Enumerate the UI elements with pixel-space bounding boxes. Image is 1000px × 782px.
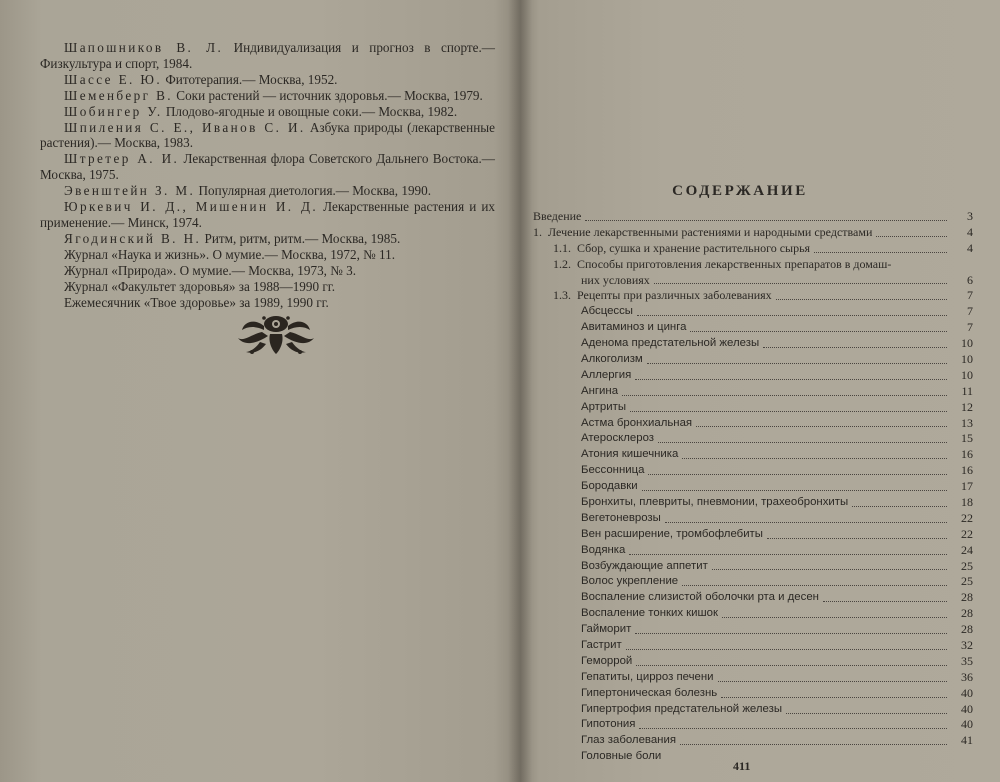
toc-entry	[533, 209, 973, 225]
bibliography-text: Фитотерапия.— Москва, 1952.	[162, 71, 338, 87]
toc-entry-page: 3	[967, 208, 973, 223]
toc-entry-label: Авитаминоз и цинга	[581, 321, 687, 334]
bibliography-author: Ягодинский В. Н.	[64, 230, 202, 246]
toc-entry-page: 13	[961, 415, 973, 430]
toc-entry-label: Атеросклероз	[581, 432, 654, 445]
toc-entry-page: 6	[967, 272, 973, 287]
toc-entry-label: Абсцессы	[581, 305, 633, 318]
toc-leader-dots	[721, 696, 947, 698]
toc-entry	[533, 590, 973, 606]
bibliography-entry	[40, 199, 495, 231]
book-gutter	[508, 0, 532, 782]
toc-entry-page: 11	[961, 383, 973, 398]
toc-leader-dots	[637, 314, 947, 316]
bibliography-entry	[40, 279, 495, 295]
toc-entry-label: Бородавки	[581, 480, 638, 493]
bibliography-text: Азбука природы (лекарственные растения).— Москва, 1983.	[40, 119, 495, 151]
toc-leader-dots	[696, 425, 947, 427]
toc-entry	[533, 368, 973, 384]
toc-leader-dots	[776, 298, 947, 300]
toc-entry	[533, 447, 973, 463]
toc-leader-dots	[622, 394, 947, 396]
toc-entry-page: 32	[961, 638, 973, 653]
toc-entry-label: Способы приготовления лекарственных препаратов в домаш-	[577, 256, 892, 271]
toc-leader-dots	[823, 600, 947, 602]
toc-entry	[533, 638, 973, 654]
toc-leader-dots	[654, 282, 947, 284]
toc-entry-label: Бессонница	[581, 464, 645, 477]
toc-entry-label: Головные боли	[581, 750, 662, 763]
toc-entry-label: Астма бронхиальная	[581, 416, 693, 429]
toc-entry-label: Волос укрепление	[581, 575, 679, 588]
toc-entry-number: 1.	[533, 224, 542, 239]
toc-entry-number: 1.2.	[553, 256, 571, 271]
toc-entry-number: 1.1.	[553, 240, 571, 255]
bibliography-entry	[40, 72, 495, 88]
toc-entry-label: Возбуждающие аппетит	[581, 559, 708, 572]
toc-entry-label: Геморрой	[581, 654, 633, 667]
toc-leader-dots	[629, 553, 947, 555]
toc-entry-label: Воспаление тонких кишок	[581, 607, 718, 620]
toc-leader-dots	[680, 743, 947, 745]
toc-entry-page: 25	[961, 574, 973, 589]
toc-entry	[533, 686, 973, 702]
bibliography-text: Лекарственные растения и их применение.— Минск, 1974.	[40, 199, 495, 230]
bibliography-entry	[40, 151, 495, 183]
bibliography-text: Лекарственная флора Советского Дальнего Востока.— Москва, 1975.	[40, 151, 495, 183]
toc-leader-dots	[876, 235, 947, 237]
toc-leader-dots	[763, 346, 947, 348]
toc-entry-label: Сбор, сушка и хранение растительного сырья	[577, 240, 811, 255]
toc-entry-page: 28	[961, 622, 973, 637]
bibliography-text: Плодово-ягодные и овощные соки.— Москва, 1982.	[162, 103, 458, 119]
toc-entry	[533, 352, 973, 368]
floral-ornament-icon	[234, 312, 318, 356]
toc-entry-label: Водянка	[581, 543, 626, 556]
toc-entry	[533, 288, 973, 304]
toc-entry-page: 41	[961, 733, 973, 748]
toc-leader-dots	[635, 378, 947, 380]
toc-title: СОДЕРЖАНИЕ	[672, 183, 808, 199]
toc-entry	[533, 543, 973, 559]
toc-entry	[533, 606, 973, 622]
toc-entry	[533, 702, 973, 718]
toc-entry-page: 40	[961, 717, 973, 732]
bibliography-entry	[40, 263, 495, 279]
toc-leader-dots	[630, 410, 947, 412]
toc-leader-dots	[767, 537, 947, 539]
toc-leader-dots	[690, 330, 947, 332]
bibliography-entry	[40, 231, 495, 247]
toc-entry-page: 22	[961, 510, 973, 525]
bibliography-author: Шобингер У.	[64, 103, 163, 119]
toc-leader-dots	[852, 505, 947, 507]
toc-entry-label: Вен расширение, тромбофлебиты	[581, 527, 763, 540]
bibliography-author: Шпиления С. Е., Иванов С. И.	[64, 119, 306, 135]
toc-entry-label: Атония кишечника	[581, 448, 679, 461]
toc-entry-page: 35	[961, 653, 973, 668]
bibliography-author: Эвенштейн З. М.	[64, 183, 196, 199]
toc-leader-dots	[712, 568, 947, 570]
toc-entry-page: 7	[967, 288, 973, 303]
toc-entry-label: Гастрит	[581, 639, 622, 652]
toc-entry-page: 15	[961, 431, 973, 446]
toc-entry	[533, 622, 973, 638]
toc-entry-page: 10	[961, 352, 973, 366]
toc-entry-label: Гайморит	[581, 623, 632, 636]
toc-entry-label: Гепатиты, цирроз печени	[581, 670, 714, 683]
toc-leader-dots	[718, 680, 947, 682]
toc-entry-label: Введение	[533, 208, 582, 223]
toc-entry	[533, 273, 973, 289]
bibliography-entry	[40, 120, 495, 152]
bibliography-text: Ритм, ритм, ритм.— Москва, 1985.	[201, 230, 401, 246]
toc-entry-label: Глаз заболевания	[581, 734, 676, 747]
toc-entry-page: 16	[961, 447, 973, 462]
toc-entry-page: 16	[961, 463, 973, 478]
bibliography	[40, 40, 495, 310]
toc-entry-label: Артриты	[581, 400, 627, 413]
toc-leader-dots	[682, 457, 947, 459]
toc-entry	[533, 463, 973, 479]
bibliography-text: Соки растений — источник здоровья.— Москва, 1979.	[173, 87, 483, 103]
bibliography-author: Юркевич И. Д., Мишенин И. Д.	[64, 199, 319, 215]
toc-entry-page: 10	[961, 336, 973, 351]
toc-entry-page: 40	[961, 701, 973, 716]
toc-entry	[533, 527, 973, 543]
bibliography-author: Шапошников В. Л.	[64, 40, 224, 55]
toc-entry	[533, 749, 973, 765]
toc-entry	[533, 670, 973, 686]
toc-entry-label: Гипертоническая болезнь	[581, 686, 718, 699]
toc-entry-label: Аденома предстательной железы	[581, 337, 760, 350]
bibliography-author: Штретер А. И.	[64, 151, 180, 167]
toc-entry	[533, 336, 973, 352]
toc-entry-label: Ангина	[581, 384, 619, 397]
toc-entry-label: Алкоголизм	[581, 353, 643, 365]
toc-leader-dots	[626, 648, 947, 650]
bibliography-text: Журнал «Наука и жизнь». О мумие.— Москва, 1972, № 11.	[64, 246, 396, 262]
toc-entry-page: 4	[967, 224, 973, 239]
toc-entry	[533, 733, 973, 749]
bibliography-text: Ежемесячник «Твое здоровье» за 1989, 1990 гг.	[64, 294, 329, 310]
toc-leader-dots	[648, 473, 947, 475]
bibliography-entry	[40, 88, 495, 104]
toc-entry-label: Вегетоневрозы	[581, 511, 661, 524]
toc-entry	[533, 511, 973, 527]
bibliography-entry	[40, 295, 495, 311]
toc-entry	[533, 495, 973, 511]
toc-entry	[533, 559, 973, 575]
toc-entry	[533, 384, 973, 400]
toc-entry	[533, 320, 973, 336]
toc-entry	[533, 431, 973, 447]
toc-entry-page: 7	[967, 320, 973, 335]
toc-entry	[533, 241, 973, 257]
bibliography-entry	[40, 40, 495, 72]
toc-entry	[533, 304, 973, 320]
toc-entry-page: 10	[961, 367, 973, 382]
toc-leader-dots	[647, 362, 947, 364]
table-of-contents	[533, 209, 973, 765]
toc-entry-label: Рецепты при различных заболеваниях	[577, 288, 772, 303]
toc-leader-dots	[585, 219, 947, 221]
toc-entry-label: Бронхиты, плевриты, пневмонии, трахеобронхиты	[581, 496, 849, 509]
bibliography-author: Шассе Е. Ю.	[64, 71, 163, 87]
toc-leader-dots	[636, 664, 947, 666]
bibliography-entry	[40, 183, 495, 199]
toc-entry	[533, 225, 973, 241]
bibliography-text: Популярная диетология.— Москва, 1990.	[195, 183, 432, 199]
toc-entry	[533, 479, 973, 495]
toc-leader-dots	[642, 489, 947, 491]
toc-entry	[533, 400, 973, 416]
toc-entry-label: Гипотония	[581, 718, 636, 731]
bibliography-entry	[40, 104, 495, 120]
toc-entry-page: 12	[961, 399, 973, 414]
toc-entry-label: Воспаление слизистой оболочки рта и десен	[581, 591, 819, 604]
toc-entry-label: них условиях	[581, 272, 650, 287]
toc-entry-page: 28	[961, 590, 973, 605]
toc-leader-dots	[786, 712, 947, 714]
toc-entry-page: 24	[961, 542, 973, 557]
toc-leader-dots	[722, 616, 947, 618]
toc-entry	[533, 654, 973, 670]
toc-entry	[533, 257, 973, 273]
toc-leader-dots	[682, 584, 947, 586]
toc-entry-page: 22	[961, 526, 973, 541]
toc-entry-page: 36	[961, 669, 973, 684]
toc-entry	[533, 718, 973, 734]
toc-entry-page: 17	[961, 479, 973, 494]
page-number: 411	[733, 759, 751, 773]
bibliography-text: Журнал «Природа». О мумие.— Москва, 1973, № 3.	[64, 262, 357, 278]
toc-leader-dots	[635, 632, 947, 634]
toc-leader-dots	[639, 727, 947, 729]
toc-entry	[533, 574, 973, 590]
toc-entry-label: Аллергия	[581, 368, 632, 381]
toc-entry-page: 25	[961, 558, 973, 573]
toc-entry-page: 28	[961, 606, 973, 621]
toc-leader-dots	[658, 441, 947, 443]
toc-entry-label: Гипертрофия предстательной железы	[581, 702, 783, 715]
toc-entry-label: Лечение лекарственными растениями и народными средствами	[548, 224, 873, 239]
toc-entry-page: 4	[967, 240, 973, 255]
toc-entry-page: 40	[961, 685, 973, 700]
toc-entry-page: 18	[961, 495, 973, 510]
bibliography-text: Журнал «Факультет здоровья» за 1988—1990 гг.	[64, 278, 336, 294]
toc-leader-dots	[665, 521, 947, 523]
bibliography-author: Шеменберг В.	[64, 87, 173, 103]
toc-entry-number: 1.3.	[553, 288, 571, 303]
bibliography-entry	[40, 247, 495, 263]
bibliography-text: Индивидуализация и прогноз в спорте.—Физкультура и спорт, 1984.	[40, 40, 495, 71]
toc-entry	[533, 416, 973, 432]
toc-entry-page: 7	[967, 304, 973, 319]
toc-leader-dots	[814, 251, 947, 253]
